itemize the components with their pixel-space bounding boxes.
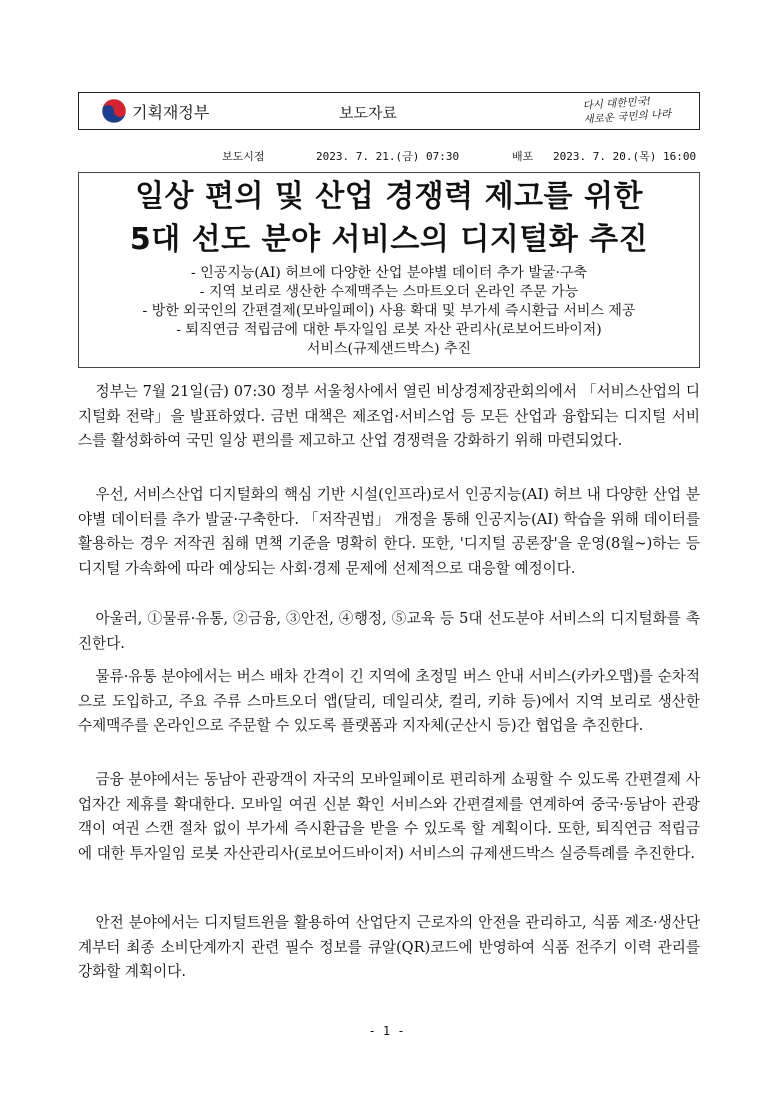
headline-line1: 일상 편의 및 산업 경쟁력 제고를 위한 [135,179,643,214]
body-paragraph: 정부는 7월 21일(금) 07:30 정부 서울청사에서 열린 비상경제장관회의에서 「서비스산업의 디지털화 전략」을 발표하였다. 금번 대책은 제조업·서비스업 등 모든 산업과 융합되는 디지털 서비스를 활성화하여 국민 일상 편의를 제고하고 산업 경쟁력을 강화하기 위해 마련되었다. [78,383,700,449]
body-paragraph: 아울러, ①물류·유통, ②금융, ③안전, ④행정, ⑤교육 등 5대 선도분야 서비스의 디지털화를 촉진한다. [78,610,700,652]
subheading: - 방한 외국인의 간편결제(모바일페이) 사용 확대 및 부가세 즉시환급 서비스 제공 [142,303,636,319]
slogan [582,93,672,127]
page-number: - 1 - [368,1024,405,1038]
subheading: - 지역 보리로 생산한 수제맥주는 스마트오더 온라인 주문 가능 [199,284,579,300]
distribution-label: 배포 [512,150,534,163]
body-paragraph: 물류·유통 분야에서는 버스 배차 간격이 긴 지역에 초정밀 버스 안내 서비스(카카오맵)를 순차적으로 도입하고, 주요 주류 스마트오더 앱(달리, 데일리샷, 컬리, 키햐 등)에서 지역 보리로 생산한 수제맥주를 온라인으로 주문할 수 있도록 플랫폼과 지자체(군산시 등)간 협업을 추진한다. [78,668,700,734]
subheading: - 퇴직연금 적립금에 대한 투자일임 로봇 자산 관리사(로보어드바이저) [176,322,602,338]
slogan-line1: 다시 대한민국! [582,95,652,113]
body-paragraph: 안전 분야에서는 디지털트윈을 활용하여 산업단지 근로자의 안전을 관리하고, 식품 제조·생산단계부터 최종 소비단계까지 관련 필수 정보를 큐알(QR)코드에 반영하여 식품 전주기 이력 관리를 강화할 계획이다. [78,914,700,980]
subheadings [79,264,699,359]
release-type: 보도자료 [339,104,397,122]
ministry-logo [101,98,209,124]
taegeuk-icon [101,98,127,124]
embargo-value: 2023. 7. 21.(금) 07:30 [316,150,460,163]
body-paragraph: 우선, 서비스산업 디지털화의 핵심 기반 시설(인프라)로서 인공지능(AI) 허브 내 다양한 산업 분야별 데이터를 추가 발굴·구축한다. 「저작권법」 개정을 통해 인공지능(AI) 학습을 위해 데이터를 활용하는 경우 저작권 침해 면책 기준을 명확히 한다. 또한, '디지털 공론장'을 운영(8월~)하는 등 디지털 가속화에 따라 예상되는 사회·경제 문제에 선제적으로 대응할 예정이다. [78,486,700,577]
subheading: 서비스(규제샌드박스) 추진 [306,341,472,357]
embargo-label: 보도시점 [222,150,265,163]
headline-line2: 5대 선도 분야 서비스의 디지털화 추진 [129,222,649,257]
body-paragraph: 금융 분야에서는 동남아 관광객이 자국의 모바일페이로 편리하게 쇼핑할 수 있도록 간편결제 사업자간 제휴를 확대한다. 모바일 여권 신분 확인 서비스와 간편결제를 연계하여 중국·동남아 관광객이 여권 스캔 절차 없이 부가세 즉시환급을 받을 수 있도록 할 계획이다. 또한, 퇴직연금 적립금에 대한 투자일임 로봇 자산관리사(로보어드바이저) 서비스의 규제샌드박스 실증특례를 추진한다. [78,771,700,862]
header-box [78,92,700,130]
subheading: - 인공지능(AI) 허브에 다양한 산업 분야별 데이터 추가 발굴·구축 [191,265,587,281]
ministry-name: 기획재정부 [132,102,210,122]
slogan-line2: 새로운 국민의 나라 [583,107,672,127]
title-box [78,172,700,368]
distribution-value: 2023. 7. 20.(목) 16:00 [553,150,697,163]
